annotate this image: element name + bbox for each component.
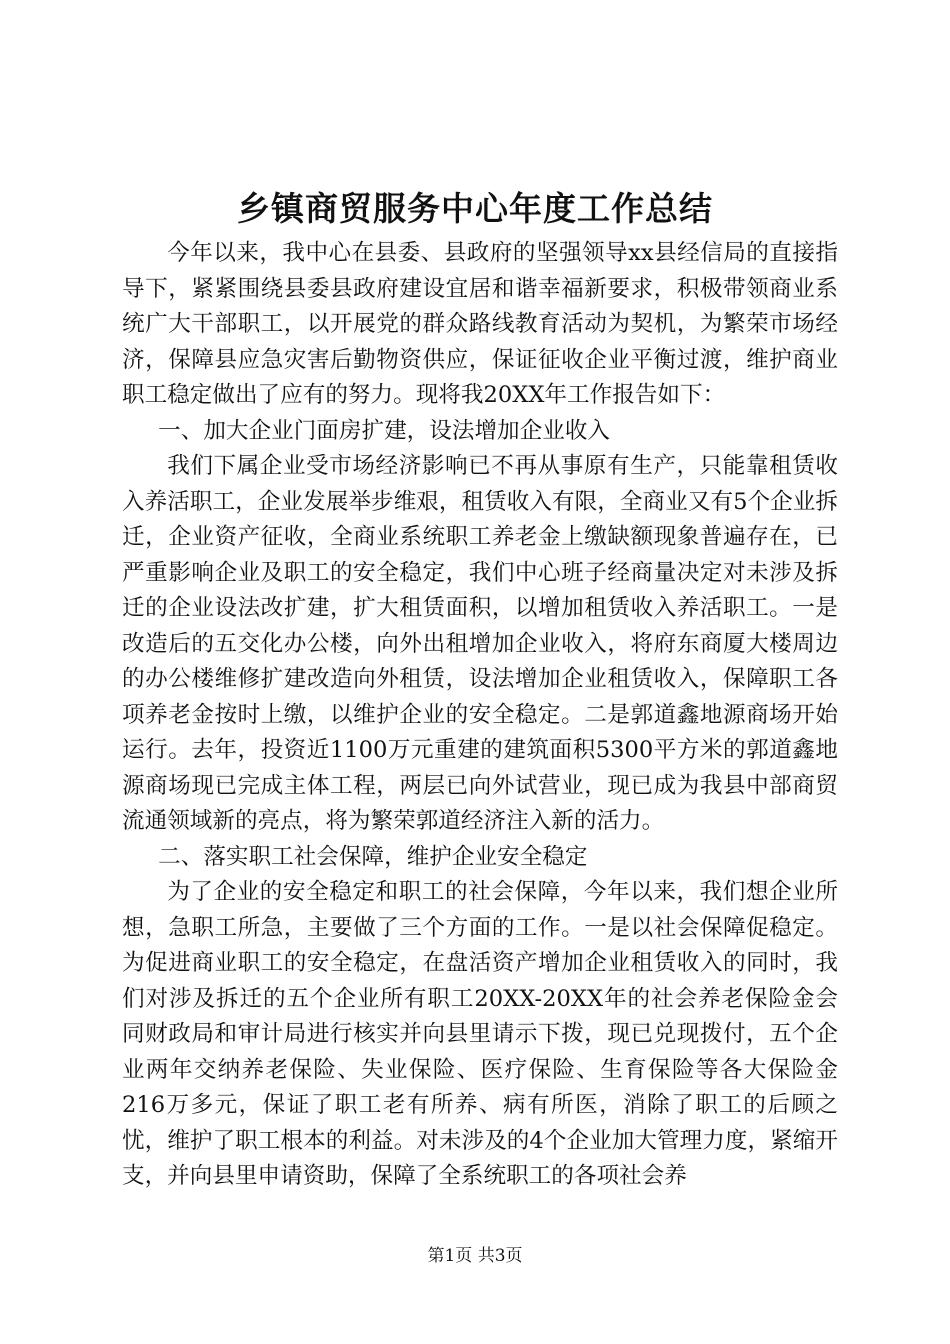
section-heading-2: 二、落实职工社会保障，维护企业安全稳定 (158, 843, 588, 870)
page-number-footer: 第1页 共3页 (427, 1246, 523, 1266)
section-heading-1: 一、加大企业门面房扩建，设法增加企业收入 (158, 417, 611, 444)
section-2-paragraph: 为了企业的安全稳定和职工的社会保障，今年以来，我们想企业所想，急职工所急，主要做了三个方面的工作。一是以社会保障促稳定。为促进商业职工的安全稳定，在盘活资产增加企业租赁收入的同时，我们对涉及拆迁的五个企业所有职工20XX-20XX年的社会养老保险金会同财政局和审计局进行核实并向县里请示下拨，现已兑现拨付，五个企业两年交纳养老保险、失业保险、医疗保险、生育保险等各大保险金216万多元，保证了职工老有所养、病有所医，消除了职工的后顾之忧，维护了职工根本的利益。对未涉及的4个企业加大管理力度，紧缩开支，并向县里申请资助，保障了全系统职工的各项社会养 (122, 879, 838, 1189)
section-1-paragraph: 我们下属企业受市场经济影响已不再从事原有生产，只能靠租赁收入养活职工，企业发展举步维艰，租赁收入有限，全商业又有5个企业拆迁，企业资产征收，全商业系统职工养老金上缴缺额现象普遍存在，已严重影响企业及职工的安全稳定，我们中心班子经商量决定对未涉及拆迁的企业设法改扩建，扩大租赁面积，以增加租赁收入养活职工。一是改造后的五交化办公楼，向外出租增加企业收入，将府东商厦大楼周边的办公楼维修扩建改造向外租赁，设法增加企业租赁收入，保障职工各项养老金按时上缴，以维护企业的安全稳定。二是郭道鑫地源商场开始运行。去年，投资近1100万元重建的建筑面积5300平方米的郭道鑫地源商场现已完成主体工程，两层已向外试营业，现已成为我县中部商贸流通领域新的亮点，将为繁荣郭道经济注入新的活力。 (122, 453, 838, 834)
document-title: 乡镇商贸服务中心年度工作总结 (237, 189, 713, 228)
intro-paragraph: 今年以来，我中心在县委、县政府的坚强领导xx县经信局的直接指导下，紧紧围绕县委县政府建设宜居和谐幸福新要求，积极带领商业系统广大干部职工，以开展党的群众路线教育活动为契机，为繁荣市场经济，保障县应急灾害后勤物资供应，保证征收企业平衡过渡，维护商业职工稳定做出了应有的努力。现将我20XX年工作报告如下： (122, 240, 838, 408)
document-body (122, 236, 838, 1195)
